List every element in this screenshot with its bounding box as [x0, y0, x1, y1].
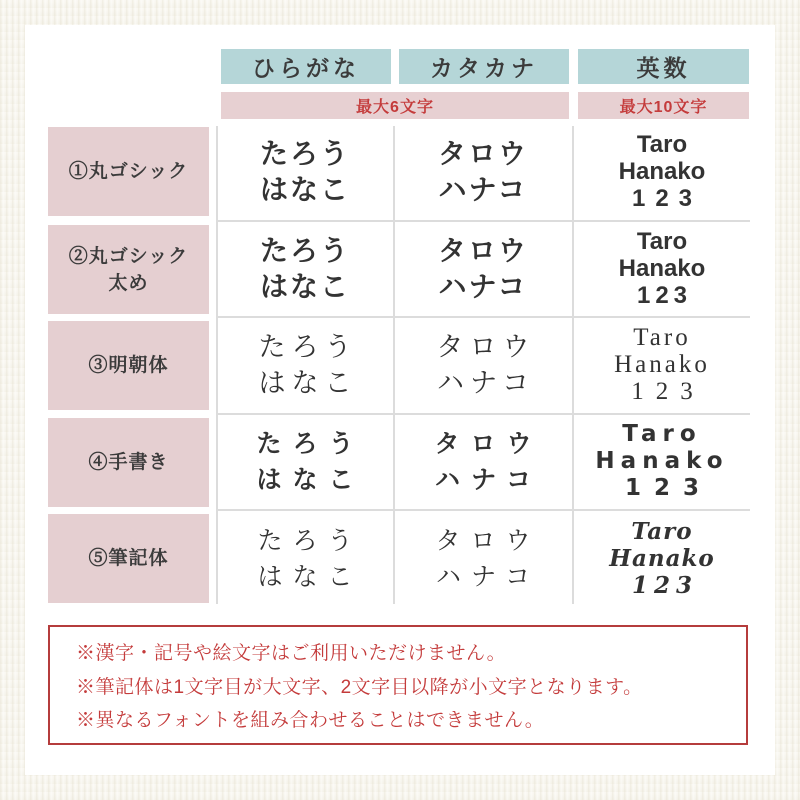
sample-hiragana-maru-gothic-bold — [218, 222, 392, 315]
sample-hiragana-tegaki — [218, 415, 392, 508]
row-label-tegaki — [48, 418, 209, 507]
sample-line: Taro — [631, 518, 693, 545]
sample-katakana-hikkitai — [395, 512, 571, 605]
sample-eisu-tegaki — [574, 415, 750, 508]
grid-line-horizontal — [216, 509, 750, 511]
sample-line: たろう — [256, 428, 365, 458]
sample-line: たろう — [257, 525, 363, 555]
sample-line: 123 — [624, 475, 712, 501]
sample-hiragana-hikkitai — [218, 512, 392, 605]
sample-line: たろう — [259, 137, 350, 169]
sample-line: タロウ — [437, 137, 528, 169]
sample-line: 123 — [631, 378, 705, 405]
column-header-hiragana: ひらがな — [221, 49, 391, 84]
sample-katakana-mincho — [395, 318, 571, 411]
sample-line: タロウ — [436, 331, 536, 362]
sample-line: はなこ — [259, 173, 350, 205]
sample-line: Hanako — [595, 448, 729, 474]
sample-line: 123 — [631, 572, 698, 599]
note-script-case-rule: ※筆記体は1文字目が大文字、2文字目以降が小文字となります。 — [76, 676, 643, 698]
limit-badge-eisu: 最大10文字 — [578, 92, 749, 119]
sample-line: Hanako — [614, 351, 710, 378]
row-label-mincho — [48, 321, 209, 410]
sample-katakana-maru-gothic — [395, 125, 571, 218]
sample-line: ハナコ — [437, 367, 535, 398]
sample-line: Taro — [622, 421, 702, 447]
sample-eisu-mincho — [574, 318, 750, 411]
sample-hiragana-mincho — [218, 318, 392, 411]
row-label-hikkitai — [48, 514, 209, 603]
sample-line: Hanako — [618, 158, 706, 185]
sample-line: Taro — [633, 324, 691, 351]
sample-line: タロウ — [437, 234, 528, 266]
sample-line: Taro — [636, 228, 688, 255]
column-header-katakana: カタカナ — [399, 49, 569, 84]
sample-line: Hanako — [609, 545, 715, 572]
sample-eisu-maru-gothic — [574, 125, 750, 218]
sample-katakana-maru-gothic-bold — [395, 222, 571, 315]
sample-line: タロウ — [434, 428, 543, 458]
sample-line: はなこ — [256, 464, 365, 494]
row-label-text: ⑤筆記体 — [88, 548, 169, 569]
notes-box — [48, 625, 748, 745]
row-label-text: ④手書き — [88, 452, 169, 473]
note-kanji-restriction: ※漢字・記号や絵文字はご利用いただけません。 — [76, 642, 507, 664]
sample-eisu-hikkitai — [574, 512, 750, 605]
sample-line: はなこ — [258, 367, 358, 398]
sample-line: Taro — [636, 131, 688, 158]
column-header-eisu: 英数 — [578, 49, 749, 84]
sample-line: たろう — [258, 331, 358, 362]
row-label-text: 太め — [108, 272, 149, 294]
sample-line: ハナコ — [435, 561, 540, 591]
sample-line: たろう — [259, 234, 350, 266]
sample-line: 123 — [636, 282, 693, 309]
sample-line: タロウ — [435, 525, 541, 555]
sample-hiragana-maru-gothic — [218, 125, 392, 218]
row-label-text: ③明朝体 — [88, 355, 169, 376]
row-label-text: ②丸ゴシック — [68, 245, 189, 267]
sample-line: ハナコ — [434, 464, 542, 494]
row-label-maru-gothic-bold — [48, 225, 209, 314]
sample-eisu-maru-gothic-bold — [574, 222, 750, 315]
sample-katakana-tegaki — [395, 415, 571, 508]
sample-line: ハナコ — [438, 270, 528, 302]
limit-badge-kana: 最大6文字 — [221, 92, 569, 119]
sample-line: はなこ — [259, 270, 350, 302]
sample-line: 123 — [631, 185, 703, 212]
sample-line: Hanako — [618, 255, 706, 282]
sample-line: はなこ — [257, 561, 363, 591]
sample-line: ハナコ — [438, 173, 528, 205]
note-font-mixing-restriction: ※異なるフォントを組み合わせることはできません。 — [76, 710, 545, 732]
row-label-maru-gothic — [48, 127, 209, 216]
row-label-text: ①丸ゴシック — [68, 161, 189, 182]
